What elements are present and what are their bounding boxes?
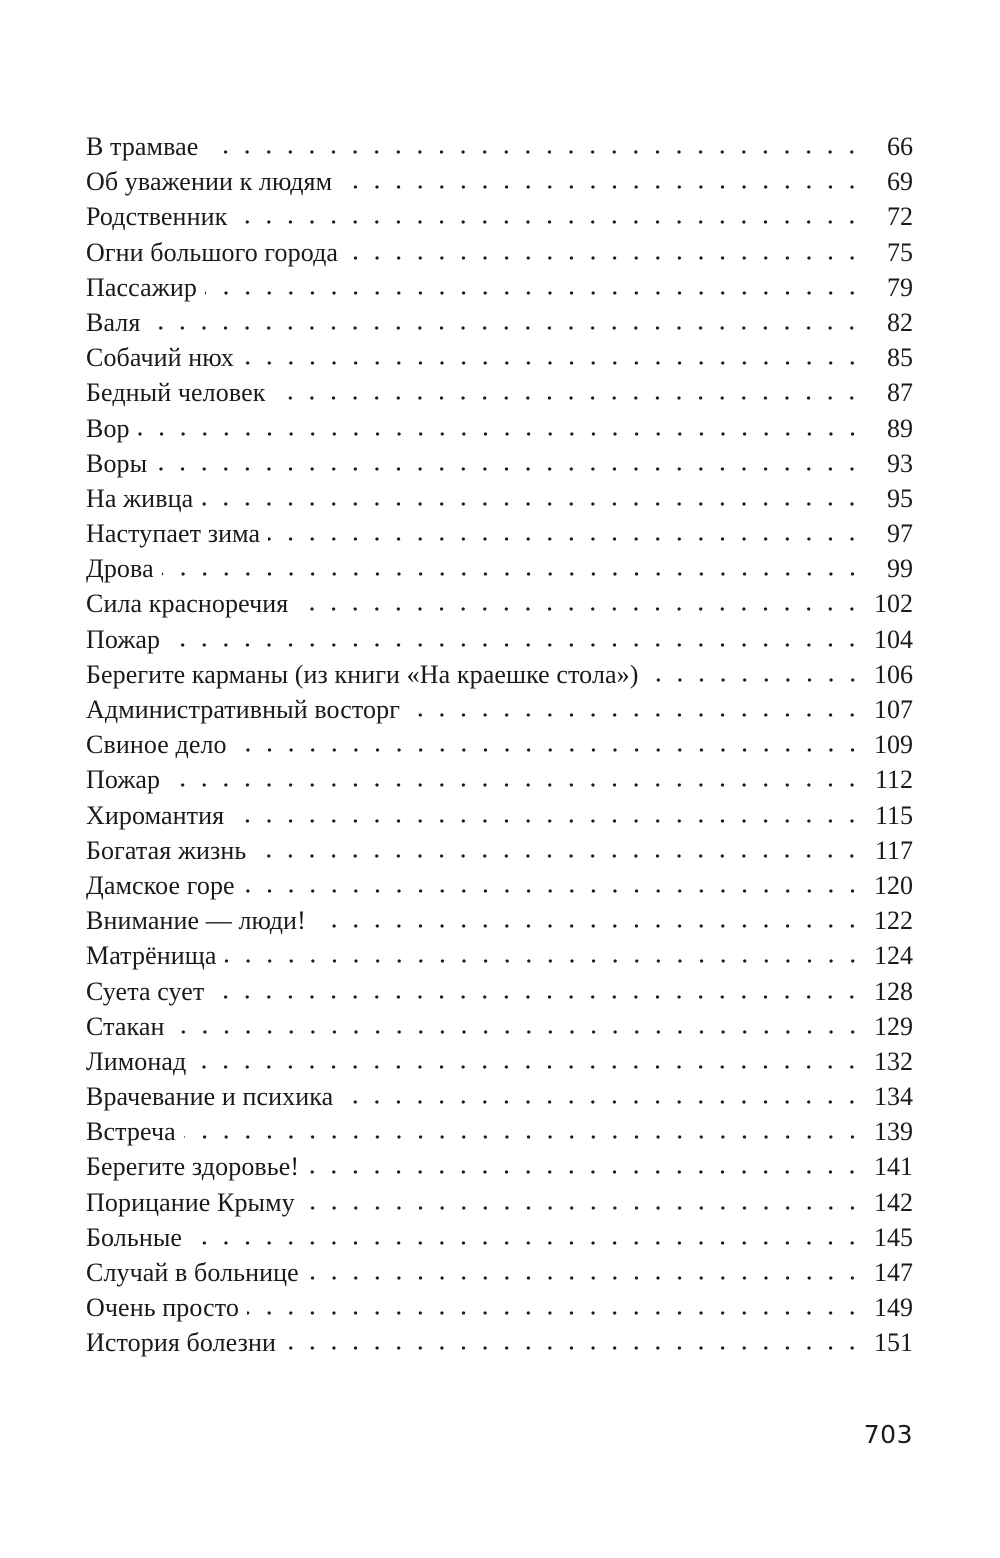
toc-entry-page: 147 <box>874 1258 913 1287</box>
toc-entry <box>86 199 913 234</box>
toc-entry <box>86 1255 913 1290</box>
toc-entry-title: Родственник <box>86 202 228 232</box>
toc-entry <box>86 305 913 340</box>
toc-entry-title: Богатая жизнь <box>86 835 247 865</box>
dot-leader <box>273 395 863 401</box>
dot-leader <box>194 1064 863 1070</box>
dot-leader <box>232 818 863 824</box>
dot-leader <box>201 501 863 507</box>
toc-entry <box>86 1325 913 1360</box>
toc-entry <box>86 164 913 199</box>
toc-entry-title: Свиное дело <box>86 730 227 760</box>
dot-leader <box>346 255 863 261</box>
toc-entry-page: 120 <box>874 870 913 900</box>
toc-entry <box>86 516 913 551</box>
toc-entry-page: 109 <box>874 730 913 760</box>
toc-entry-title: Лимонад <box>86 1046 187 1076</box>
dot-leader <box>168 782 863 788</box>
toc-entry-title: Больные <box>86 1222 183 1252</box>
dot-leader <box>148 325 863 331</box>
toc-entry-title: Пожар <box>86 765 161 795</box>
toc-entry <box>86 270 913 305</box>
dot-leader <box>168 642 863 648</box>
dot-leader <box>307 1275 863 1281</box>
toc-entry-title: Собачий нюх <box>86 343 234 373</box>
toc-entry-page: 149 <box>874 1293 913 1323</box>
toc-entry-page: 132 <box>874 1046 913 1076</box>
toc-entry-page: 82 <box>887 307 913 337</box>
dot-leader <box>205 290 863 296</box>
toc-entry <box>86 235 913 270</box>
toc-entry-page: 87 <box>887 378 913 408</box>
toc-entry-title: Врачевание и психика <box>86 1082 334 1112</box>
toc-entry <box>86 446 913 481</box>
toc-entry-title: Матрёнища <box>86 941 217 971</box>
toc-entry-title: Хиромантия <box>86 800 225 830</box>
toc-entry-page: 139 <box>874 1117 913 1147</box>
toc-entry <box>86 1114 913 1149</box>
toc-entry <box>86 798 913 833</box>
toc-entry-title: История болезни <box>86 1328 277 1358</box>
toc-entry <box>86 1079 913 1114</box>
toc-entry-title: В трамвае <box>86 132 199 161</box>
toc-entry <box>86 586 913 621</box>
dot-leader <box>303 1205 863 1211</box>
toc-entry-page: 115 <box>874 800 913 830</box>
dot-leader <box>235 747 863 753</box>
toc-entry <box>86 622 913 657</box>
dot-leader <box>235 219 863 225</box>
toc-entry-title: Бедный человек <box>86 378 266 408</box>
toc-entry <box>86 692 913 727</box>
toc-entry-title: Суета сует <box>86 976 205 1006</box>
toc-entry-page: 95 <box>887 483 913 513</box>
dot-leader <box>184 1134 863 1140</box>
toc-entry-title: Берегите карманы (из книги «На краешке стола») <box>86 659 639 689</box>
toc-entry-page: 112 <box>874 765 913 795</box>
toc-entry <box>86 551 913 586</box>
toc-entry-page: 145 <box>874 1222 913 1252</box>
toc-entry-page: 104 <box>874 624 913 654</box>
toc-entry-page: 75 <box>887 237 913 267</box>
dot-leader <box>247 1310 863 1316</box>
toc-entry <box>86 903 913 938</box>
dot-leader <box>155 466 863 472</box>
toc-entry-title: Об уважении к людям <box>86 167 333 197</box>
toc-entry <box>86 762 913 797</box>
dot-leader <box>173 1029 863 1035</box>
toc-entry-page: 134 <box>874 1082 913 1112</box>
dot-leader <box>190 1240 863 1246</box>
toc-entry-title: Очень просто <box>86 1293 239 1323</box>
toc-entry-title: Дамское горе <box>86 870 235 900</box>
toc-entry-page: 124 <box>874 941 913 971</box>
toc-entry-page: 106 <box>874 659 913 689</box>
dot-leader <box>212 994 863 1000</box>
toc-entry-title: Пассажир <box>86 272 197 302</box>
toc-entry-title: Административный восторг <box>86 695 401 724</box>
toc-entry <box>86 340 913 375</box>
dot-leader <box>162 571 863 577</box>
toc-entry-page: 129 <box>874 1011 913 1041</box>
dot-leader <box>647 677 863 683</box>
dot-leader <box>341 1099 863 1105</box>
toc-entry-title: Наступает зима <box>86 519 261 549</box>
toc-entry <box>86 481 913 516</box>
toc-entry <box>86 375 913 410</box>
table-of-contents <box>86 129 913 1361</box>
dot-leader <box>408 712 863 718</box>
toc-entry-page: 128 <box>874 976 913 1006</box>
toc-entry <box>86 868 913 903</box>
dot-leader <box>268 536 863 542</box>
toc-entry-title: Порицание Крыму <box>86 1187 295 1217</box>
toc-entry <box>86 1290 913 1325</box>
toc-entry <box>86 1220 913 1255</box>
toc-entry-page: 102 <box>874 589 913 619</box>
toc-entry-title: Вор <box>86 413 130 443</box>
toc-entry-page: 141 <box>874 1152 913 1182</box>
toc-entry <box>86 1149 913 1184</box>
dot-leader <box>254 853 863 859</box>
toc-entry <box>86 411 913 446</box>
toc-entry <box>86 833 913 868</box>
dot-leader <box>138 431 863 437</box>
toc-entry-title: Внимание — люди! <box>86 906 306 936</box>
dot-leader <box>314 923 863 929</box>
dot-leader <box>307 1169 863 1175</box>
toc-entry-title: Пожар <box>86 624 161 654</box>
toc-entry-title: На живца <box>86 483 194 513</box>
toc-entry <box>86 1044 913 1079</box>
toc-entry-title: Берегите здоровье! <box>86 1152 300 1182</box>
toc-entry-page: 151 <box>874 1328 913 1358</box>
toc-entry-page: 107 <box>874 695 913 724</box>
toc-entry-page: 66 <box>887 132 913 161</box>
dot-leader <box>296 606 863 612</box>
toc-entry-title: Дрова <box>86 554 154 584</box>
dot-leader <box>243 888 863 894</box>
toc-entry-page: 117 <box>874 835 913 865</box>
toc-entry-title: Огни большого города <box>86 237 339 267</box>
toc-entry-page: 142 <box>874 1187 913 1217</box>
dot-leader <box>284 1345 863 1351</box>
toc-entry <box>86 938 913 973</box>
toc-entry-title: Воры <box>86 448 148 478</box>
toc-entry-title: Валя <box>86 307 141 337</box>
toc-entry <box>86 974 913 1009</box>
toc-entry <box>86 1009 913 1044</box>
dot-leader <box>340 184 863 190</box>
toc-entry-page: 89 <box>887 413 913 443</box>
toc-entry-title: Случай в больнице <box>86 1258 299 1287</box>
toc-entry-page: 85 <box>887 343 913 373</box>
toc-entry-page: 99 <box>887 554 913 584</box>
toc-entry-page: 97 <box>887 519 913 549</box>
toc-entry-page: 69 <box>887 167 913 197</box>
toc-entry-title: Стакан <box>86 1011 165 1041</box>
toc-entry-page: 93 <box>887 448 913 478</box>
toc-entry <box>86 1185 913 1220</box>
page-number: 703 <box>863 1420 913 1449</box>
toc-entry-page: 79 <box>887 272 913 302</box>
toc-entry <box>86 657 913 692</box>
toc-entry-title: Встреча <box>86 1117 176 1147</box>
dot-leader <box>242 360 863 366</box>
dot-leader <box>225 958 864 964</box>
toc-entry-title: Сила красноречия <box>86 589 289 619</box>
toc-entry <box>86 129 913 164</box>
toc-entry <box>86 727 913 762</box>
toc-entry-page: 72 <box>887 202 913 232</box>
dot-leader <box>206 149 863 155</box>
toc-entry-page: 122 <box>874 906 913 936</box>
